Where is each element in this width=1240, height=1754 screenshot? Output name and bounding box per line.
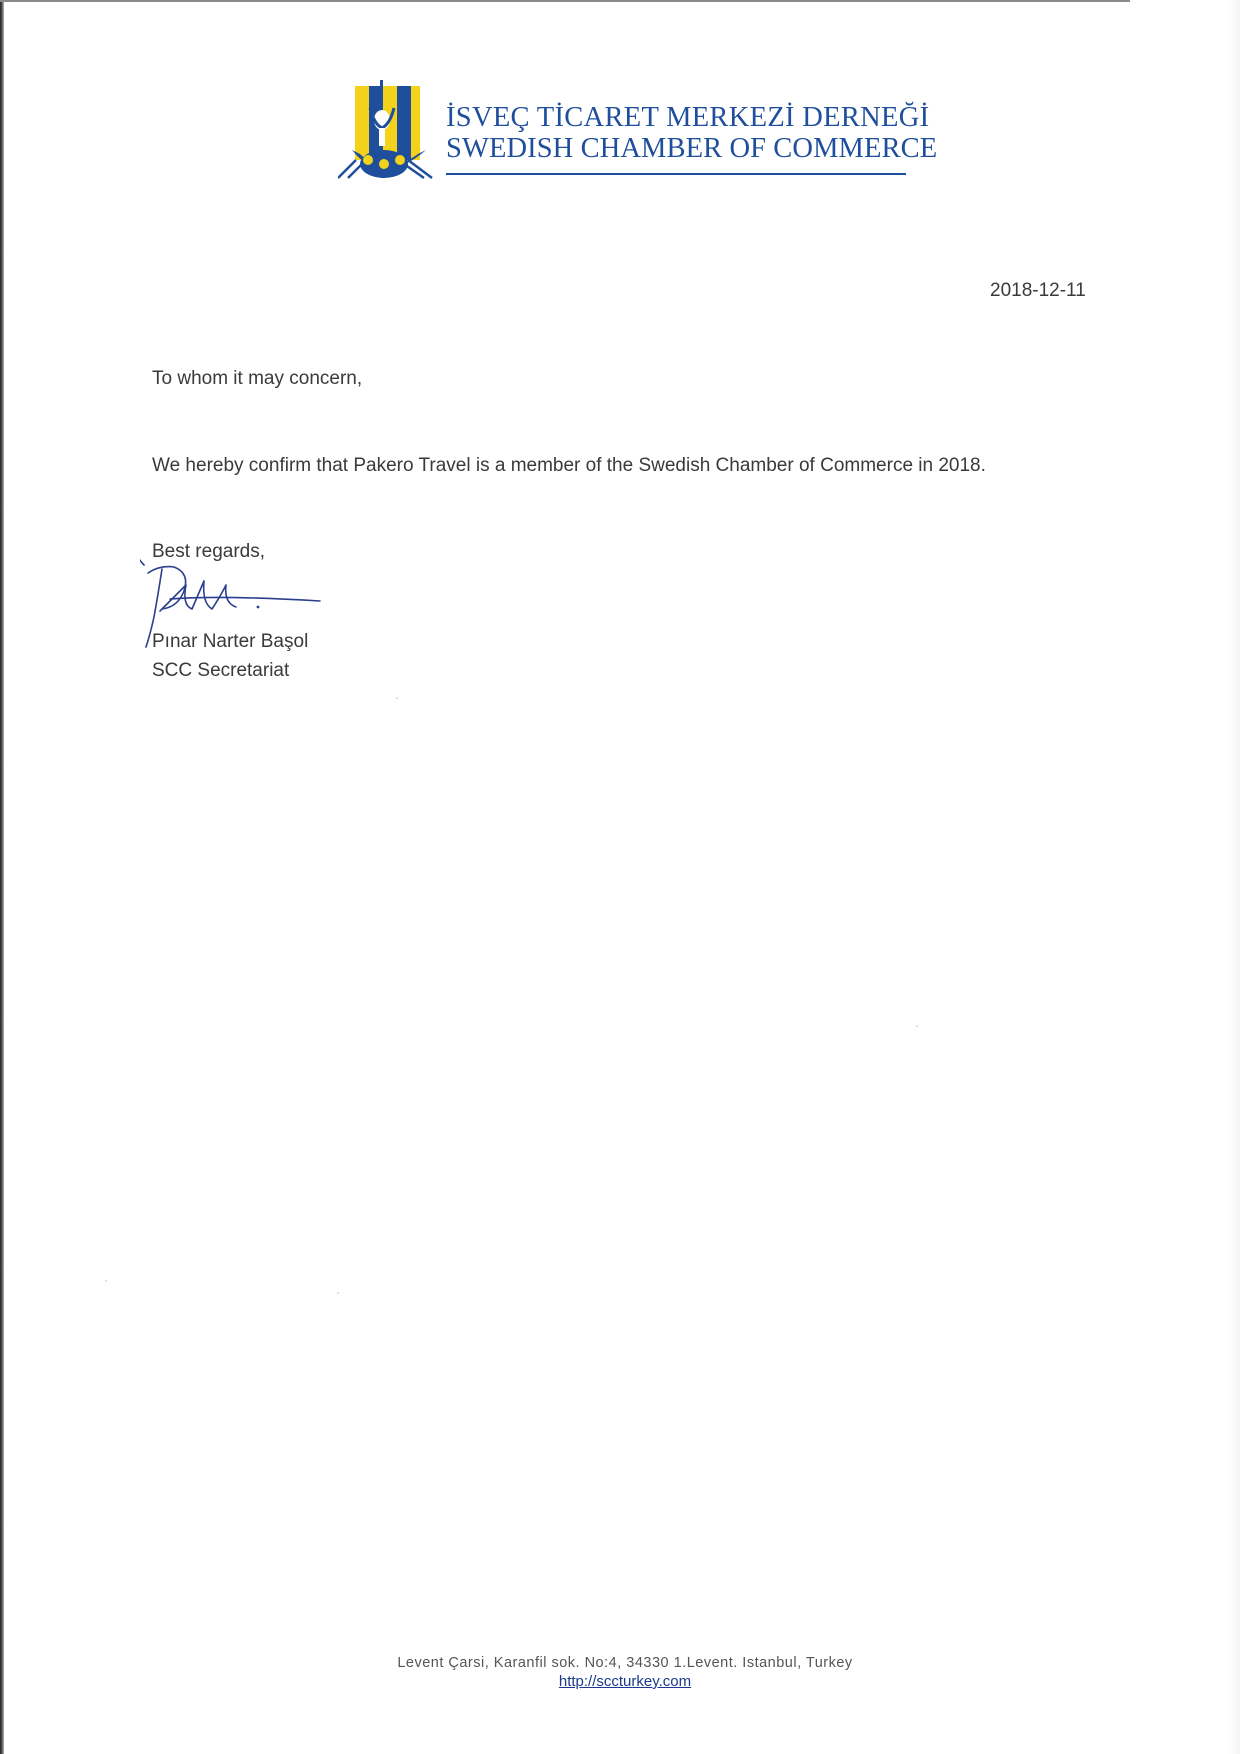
scan-edge-left bbox=[0, 0, 4, 1754]
scan-speck bbox=[105, 1280, 107, 1282]
scan-edge-right bbox=[1230, 0, 1240, 1754]
letter-closing: Best regards, bbox=[152, 541, 265, 562]
org-name-turkish: İSVEÇ TİCARET MERKEZİ DERNEĞİ bbox=[446, 102, 930, 133]
letter-greeting: To whom it may concern, bbox=[152, 368, 363, 389]
letter-date: 2018-12-11 bbox=[990, 280, 1086, 301]
viking-ship-logo-icon bbox=[338, 80, 443, 190]
scan-speck bbox=[916, 1025, 918, 1027]
letterhead bbox=[338, 80, 938, 190]
scan-edge-top bbox=[0, 0, 1130, 2]
signatory-name: Pınar Narter Başol bbox=[152, 631, 309, 652]
org-name-english: SWEDISH CHAMBER OF COMMERCE bbox=[446, 133, 938, 164]
scan-speck bbox=[337, 1292, 339, 1294]
footer-address: Levent Çarsi, Karanfil sok. No:4, 34330 1.Levent. Istanbul, Turkey bbox=[397, 1655, 853, 1671]
letterhead-rule bbox=[446, 173, 906, 175]
footer-website-link[interactable]: http://sccturkey.com bbox=[558, 1673, 692, 1690]
scan-speck bbox=[396, 697, 398, 699]
letter-body: We hereby confirm that Pakero Travel is a member of the Swedish Chamber of Commerce in 2018. bbox=[152, 455, 986, 476]
signatory-title: SCC Secretariat bbox=[152, 660, 290, 681]
